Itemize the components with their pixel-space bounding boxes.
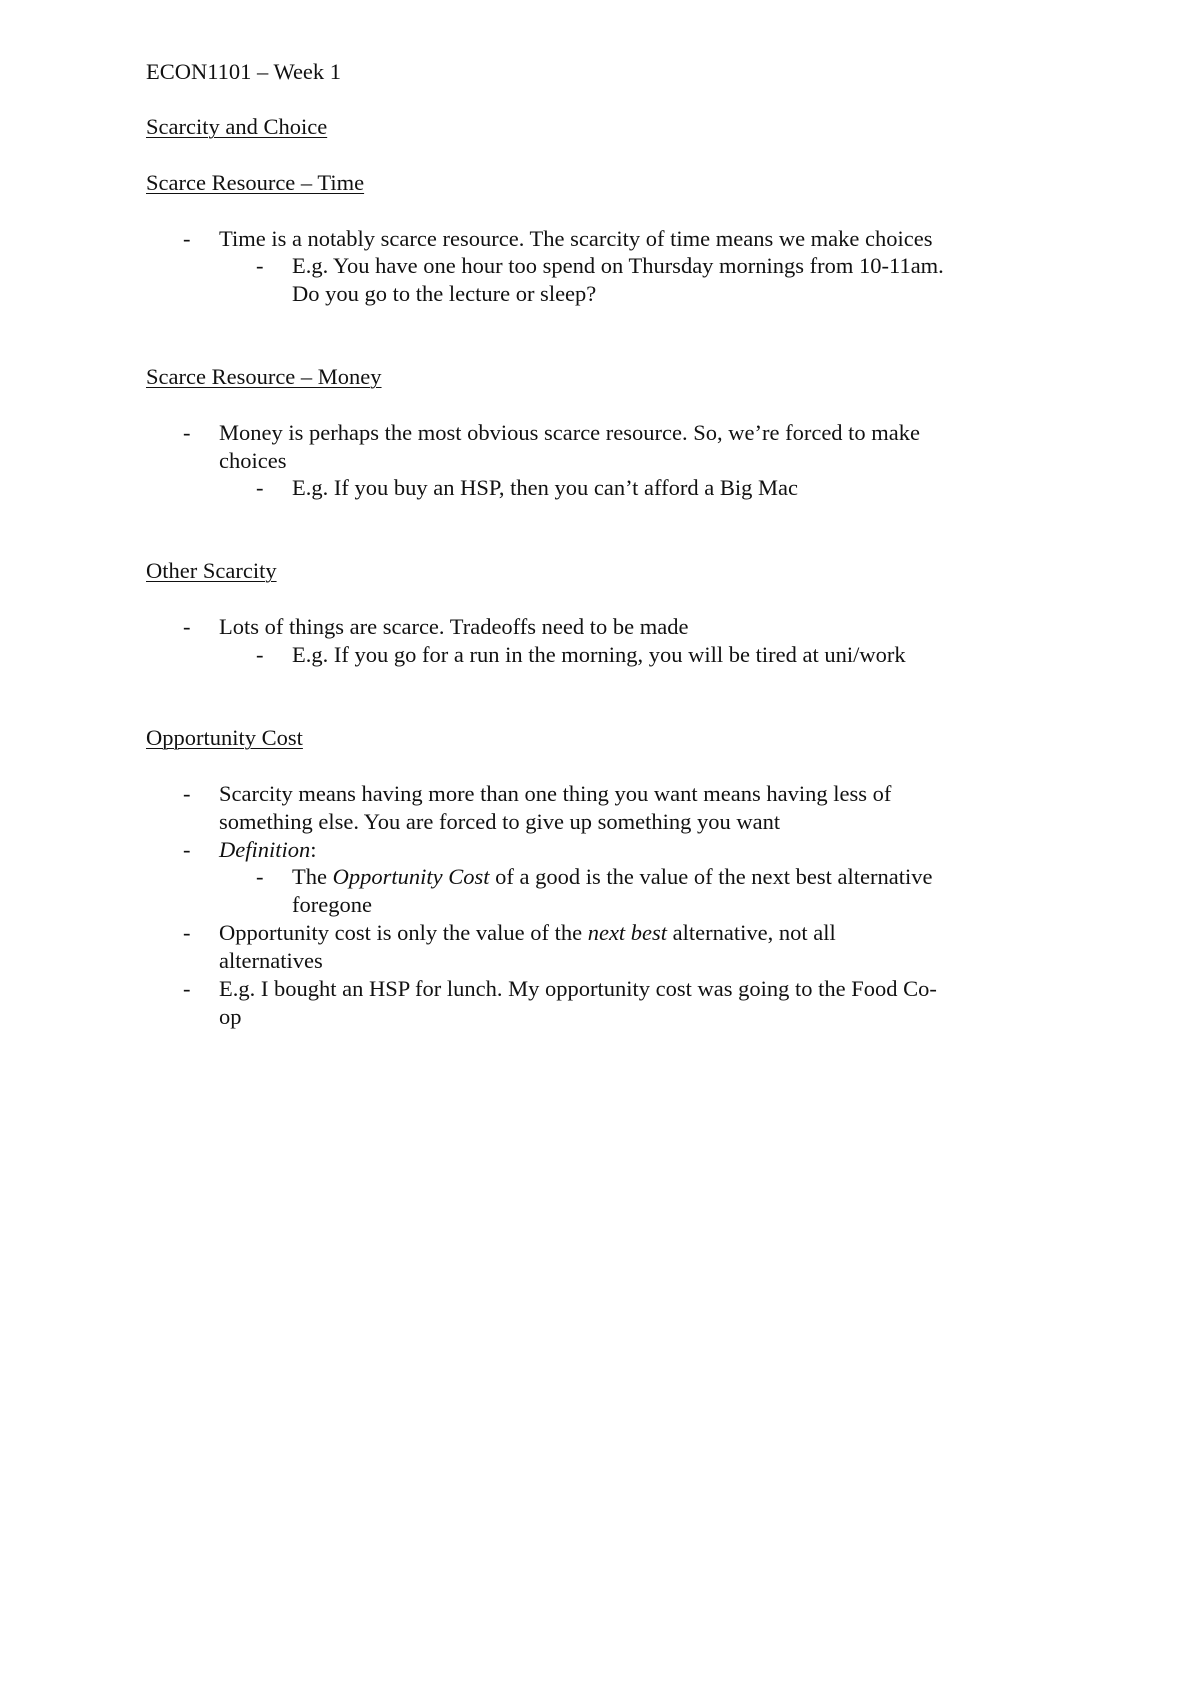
- bullet-text: [219, 919, 836, 947]
- sub-bullet-dash: -: [256, 253, 264, 278]
- bullet-dash: -: [183, 837, 191, 862]
- definition-label: Definition: [219, 837, 311, 862]
- definition-term: Opportunity Cost: [332, 864, 490, 889]
- bullet-dash: -: [183, 226, 191, 251]
- bullet-text-cont: alternatives: [219, 948, 323, 973]
- bullet-text: Scarcity means having more than one thing you want means having less of: [219, 781, 892, 806]
- definition-colon: :: [310, 837, 317, 862]
- definition-bullet: [219, 836, 317, 864]
- bullet-text-emphasis: next best: [587, 920, 668, 945]
- bullet-text-cont: something else. You are forced to give up something you want: [219, 809, 781, 834]
- sub-bullet-text-cont: Do you go to the lecture or sleep?: [292, 281, 597, 306]
- bullet-text: Lots of things are scarce. Tradeoffs need to be made: [219, 614, 689, 639]
- bullet-text-cont: op: [219, 1004, 242, 1029]
- bullet-text-cont: choices: [219, 448, 287, 473]
- document-title: ECON1101 – Week 1: [146, 59, 342, 84]
- bullet-text-post: alternative, not all: [667, 920, 836, 945]
- sub-bullet-dash: -: [256, 864, 264, 889]
- section-heading-time: Scarce Resource – Time: [146, 170, 365, 195]
- definition-text-post: of a good is the value of the next best alternative: [489, 864, 933, 889]
- bullet-dash: -: [183, 420, 191, 445]
- section-heading-other: Other Scarcity: [146, 558, 277, 583]
- bullet-dash: -: [183, 614, 191, 639]
- bullet-text: Time is a notably scarce resource. The scarcity of time means we make choices: [219, 226, 933, 251]
- bullet-dash: -: [183, 976, 191, 1001]
- section-heading-opportunity-cost: Opportunity Cost: [146, 725, 303, 750]
- bullet-text: Money is perhaps the most obvious scarce resource. So, we’re forced to make: [219, 420, 921, 445]
- sub-bullet-dash: -: [256, 475, 264, 500]
- definition-text-cont: foregone: [292, 892, 372, 917]
- sub-bullet-text: E.g. If you buy an HSP, then you can’t afford a Big Mac: [292, 475, 798, 500]
- bullet-dash: -: [183, 781, 191, 806]
- sub-bullet-text: E.g. If you go for a run in the morning, you will be tired at uni/work: [292, 642, 906, 667]
- definition-text: [292, 863, 932, 891]
- section-heading-money: Scarce Resource – Money: [146, 364, 382, 389]
- definition-text-pre: The: [292, 864, 333, 889]
- bullet-text-pre: Opportunity cost is only the value of the: [219, 920, 588, 945]
- main-heading: Scarcity and Choice: [146, 114, 328, 139]
- sub-bullet-dash: -: [256, 642, 264, 667]
- bullet-text: E.g. I bought an HSP for lunch. My opportunity cost was going to the Food Co-: [219, 976, 937, 1001]
- sub-bullet-text: E.g. You have one hour too spend on Thursday mornings from 10-11am.: [292, 253, 944, 278]
- bullet-dash: -: [183, 920, 191, 945]
